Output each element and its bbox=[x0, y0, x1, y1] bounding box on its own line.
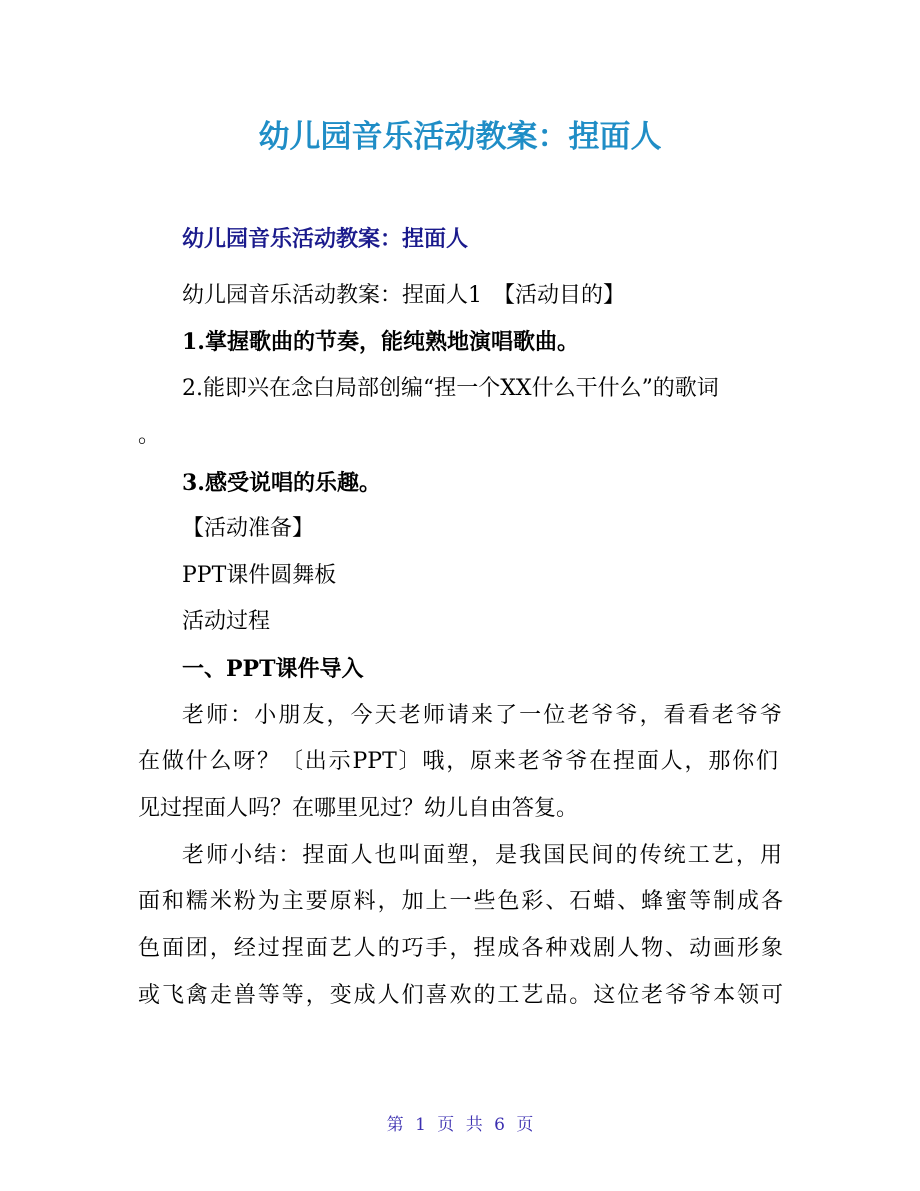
paragraph-line: 面和糯米粉为主要原料，加上一些色彩、石蜡、蜂蜜等制成各 bbox=[138, 889, 783, 914]
paragraph-line: 色面团，经过捏面艺人的巧手，捏成各种戏剧人物、动画形象 bbox=[138, 936, 783, 961]
page-footer: 第 1 页 共 6 页 bbox=[386, 1115, 534, 1135]
document-subtitle: 幼儿园音乐活动教案：捏面人 bbox=[182, 227, 469, 252]
paragraph-line: 一、PPT课件导入 bbox=[182, 656, 364, 682]
paragraph-line: 或飞禽走兽等等，变成人们喜欢的工艺品。这位老爷爷本领可 bbox=[138, 983, 783, 1008]
paragraph-line: 见过捏面人吗？在哪里见过？幼儿自由答复。 bbox=[138, 796, 579, 821]
paragraph-line: 活动过程 bbox=[182, 609, 271, 634]
page-title: 幼儿园音乐活动教案：捏面人 bbox=[258, 119, 662, 155]
paragraph-line: 【活动准备】 bbox=[182, 516, 315, 541]
paragraph-line: 2.能即兴在念白局部创编“捏一个XX什么干什么”的歌词 bbox=[182, 376, 719, 401]
paragraph-line: 3.感受说唱的乐趣。 bbox=[182, 470, 381, 496]
paragraph-line: 1.掌握歌曲的节奏，能纯熟地演唱歌曲。 bbox=[182, 329, 579, 355]
paragraph-line: PPT课件圆舞板 bbox=[182, 563, 337, 588]
paragraph-line: 老师小结：捏面人也叫面塑，是我国民间的传统工艺，用 bbox=[182, 843, 782, 868]
paragraph-line: 老师：小朋友，今天老师请来了一位老爷爷，看看老爷爷 bbox=[182, 703, 782, 728]
paragraph-line: 。 bbox=[138, 423, 161, 448]
paragraph-line: 幼儿园音乐活动教案：捏面人1 【活动目的】 bbox=[182, 283, 625, 308]
paragraph-line: 在做什么呀？〔出示PPT〕哦，原来老爷爷在捏面人，那你们 bbox=[138, 749, 778, 774]
